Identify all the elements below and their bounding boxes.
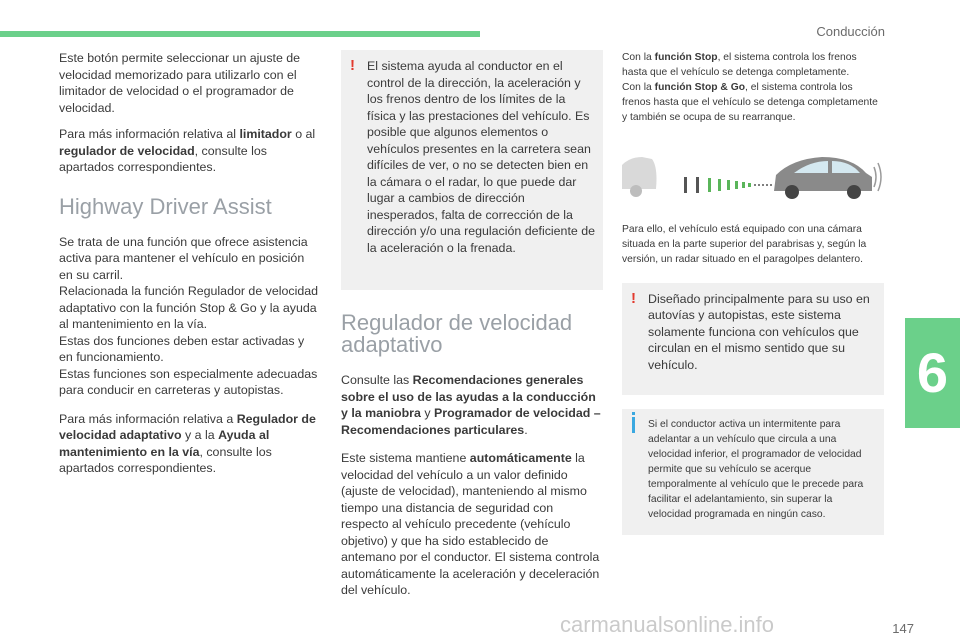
warning-icon: ! [350, 57, 355, 74]
info-box [622, 409, 884, 535]
page-number: 147 [892, 621, 914, 636]
warning-text: El sistema ayuda al conductor en el control de la dirección, la aceleración y los frenos dentro de los límites de la física y las prestaciones del vehículo. Es posible que algunos elementos o vehículos presentes en la carretera sean difíciles de ver, o no se detecten bien en la cámara o el radar, lo que puede dar lugar a cambios de dirección inesperados, falta de corrección de la dirección y/o una regulación deficiente de la aceleración o la frenada. [367, 59, 595, 255]
watermark: carmanualsonline.info [560, 612, 775, 637]
heading-highway-driver-assist: Highway Driver Assist [59, 193, 272, 219]
column-1 [59, 50, 321, 487]
heading-adaptive-cruise: Regulador de velocidad adaptativo [341, 310, 573, 357]
paragraph: Con la función Stop, el sistema controla los frenos hasta que el vehículo se detenga completamente. [622, 52, 857, 78]
warning-icon: ! [631, 289, 636, 307]
info-icon [632, 417, 635, 433]
warning-box [622, 283, 884, 395]
paragraph: Se trata de una función que ofrece asistencia activa para mantener el vehículo en posición en su carril. Relacionada la función Regulador de velocidad adaptativo con la función Stop & Go y la ayuda al mantenimiento en la vía. Estas dos funciones deben estar activadas y en funcionamiento. Estas funciones son especialmente adecuadas para conducir en carreteras y autopistas. [59, 234, 319, 397]
paragraph: Para más información relativa a Regulador de velocidad adaptativo y a la Ayuda al mantenimiento en la vía, consulte los apartados correspondientes. [59, 411, 316, 475]
warning-text: Diseñado principalmente para su uso en autovías y autopistas, este sistema solamente funciona con vehículos que circulan en el mismo sentido que su vehículo. [648, 291, 870, 372]
warning-box [341, 50, 603, 290]
header-accent-bar [0, 31, 480, 37]
column-2 [341, 50, 603, 609]
paragraph: Este sistema mantiene automáticamente la velocidad del vehículo a un valor definido (ajuste de velocidad), manteniendo al mismo tiempo una distancia de seguridad con respecto al vehículo precedente (vehículo objetivo) y que ha sido establecido de antemano por el conductor. El sistema controla automáticamente la aceleración y deceleración del vehículo. [341, 451, 600, 597]
stop-and-go-illustration [622, 145, 884, 205]
paragraph: Este botón permite seleccionar un ajuste de velocidad memorizado para utilizarlo con el limitador de velocidad o el programador de velocidad. [59, 51, 301, 115]
paragraph: Para ello, el vehículo está equipado con una cámara situada en la parte superior del parabrisas y, según la versión, un radar situado en el paragolpes delantero. [622, 223, 867, 265]
paragraph: Consulte las Recomendaciones generales sobre el uso de las ayudas a la conducción y la maniobra y Programador de velocidad – Recomendaciones particulares. [341, 373, 601, 437]
section-title: Conducción [816, 24, 885, 39]
paragraph: Para más información relativa al limitador o al regulador de velocidad, consulte los apartados correspondientes. [59, 127, 316, 174]
paragraph: Con la función Stop & Go, el sistema controla los frenos hasta que el vehículo se detenga completamente y también se ocupa de su rearranque. [622, 82, 878, 123]
column-3 [622, 50, 884, 535]
chapter-tab: 6 [905, 318, 960, 428]
info-text: Si el conductor activa un intermitente para adelantar a un vehículo que circula a una velocidad inferior, el programador de velocidad permite que su vehículo se acerque temporalmente al vehículo que le precede para facilitar el adelantamiento, sin superar la velocidad programada en ningún caso. [648, 418, 864, 520]
